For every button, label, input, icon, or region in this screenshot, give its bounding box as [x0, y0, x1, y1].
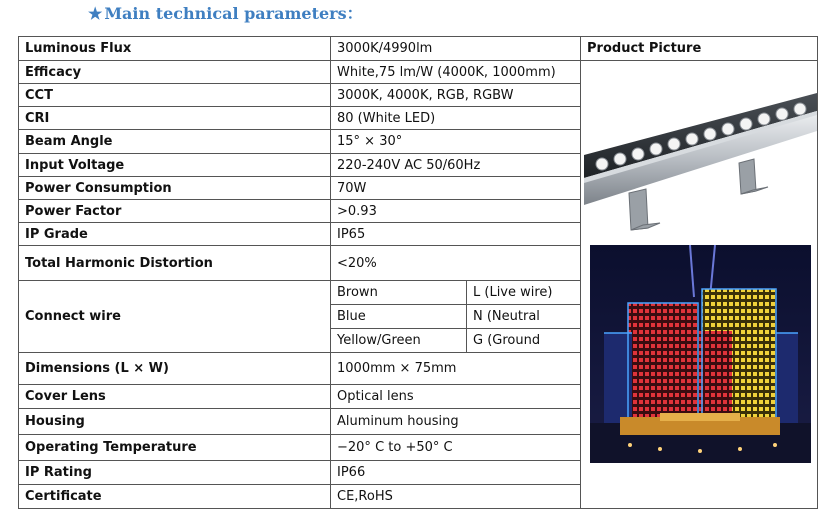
star-icon: ★	[88, 4, 103, 23]
row-label: Certificate	[19, 485, 331, 509]
wire-meaning: N (Neutral	[467, 305, 581, 329]
row-label: CCT	[19, 84, 331, 107]
row-value: White,75 lm/W (4000K, 1000mm)	[331, 61, 581, 84]
spec-table	[18, 36, 818, 509]
row-value: 80 (White LED)	[331, 107, 581, 130]
row-value: CE,RoHS	[331, 485, 581, 509]
row-value: 15° × 30°	[331, 130, 581, 154]
row-value: 3000K, 4000K, RGB, RGBW	[331, 84, 581, 107]
row-label: Power Consumption	[19, 177, 331, 200]
row-label: Power Factor	[19, 200, 331, 223]
table-row	[19, 37, 818, 61]
row-value: >0.93	[331, 200, 581, 223]
connect-wire-label: Connect wire	[19, 281, 331, 353]
row-label: Total Harmonic Distortion	[19, 246, 331, 281]
row-label: Cover Lens	[19, 385, 331, 409]
product-picture-header: Product Picture	[581, 37, 818, 61]
wire-meaning: L (Live wire)	[467, 281, 581, 305]
row-label: Dimensions (L × W)	[19, 353, 331, 385]
row-label: Luminous Flux	[19, 37, 331, 61]
row-value: 3000K/4990lm	[331, 37, 581, 61]
section-heading	[88, 2, 363, 26]
row-value: <20%	[331, 246, 581, 281]
product-picture-cell	[581, 61, 818, 509]
wire-meaning: G (Ground	[467, 329, 581, 353]
row-label: Efficacy	[19, 61, 331, 84]
wire-color: Brown	[331, 281, 467, 305]
heading-text: Main technical parameters：	[104, 4, 363, 23]
row-value: 220-240V AC 50/60Hz	[331, 154, 581, 177]
row-value: Optical lens	[331, 385, 581, 409]
row-label: Beam Angle	[19, 130, 331, 154]
illuminated-building-photo	[590, 245, 811, 463]
row-label: IP Rating	[19, 461, 331, 485]
table-row	[19, 61, 818, 84]
row-value: 1000mm × 75mm	[331, 353, 581, 385]
row-value: Aluminum housing	[331, 409, 581, 435]
wire-color: Blue	[331, 305, 467, 329]
row-value: IP65	[331, 223, 581, 246]
row-label: Housing	[19, 409, 331, 435]
row-value: IP66	[331, 461, 581, 485]
row-label: CRI	[19, 107, 331, 130]
led-wall-washer-photo	[584, 63, 817, 231]
row-label: IP Grade	[19, 223, 331, 246]
row-label: Operating Temperature	[19, 435, 331, 461]
row-value: 70W	[331, 177, 581, 200]
wire-color: Yellow/Green	[331, 329, 467, 353]
row-label: Input Voltage	[19, 154, 331, 177]
row-value: −20° C to +50° C	[331, 435, 581, 461]
